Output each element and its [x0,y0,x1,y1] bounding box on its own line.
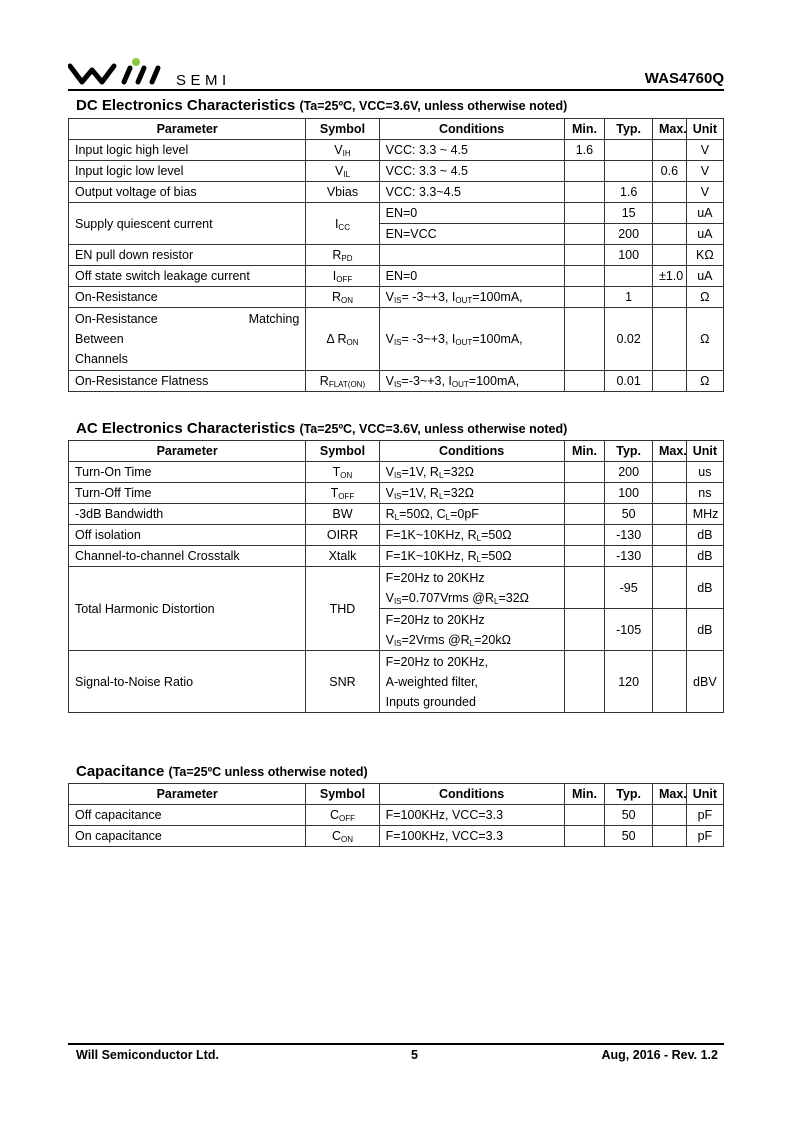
cond-cell: F=1K~10KHz, $R_L=50\Omega$ [379,546,564,567]
typ-cell: 100 [605,483,653,504]
header-unit: Unit [686,119,723,140]
min-cell [564,651,605,713]
min-cell [564,504,605,525]
unit-cell: dB [686,546,723,567]
min-cell [564,308,605,371]
min-cell [564,567,605,609]
table-row [69,140,724,161]
footer-page-number: 5 [411,1048,418,1062]
typ-cell: 50 [605,826,653,847]
symbol-cell: $T_{ON}$ [306,462,379,483]
cond-cell [379,245,564,266]
symbol-cell: $R_{FLAT(ON)}$ [306,371,379,392]
table-row [69,546,724,567]
param-cell: Total Harmonic Distortion [69,567,306,651]
min-cell [564,224,605,245]
dc-conditions: (Ta=25ºC, VCC=3.6V, unless otherwise noted) [299,99,568,113]
min-cell [564,371,605,392]
typ-cell [605,140,653,161]
param-cell: Input logic high level [69,140,306,161]
ac-title: AC Electronics Characteristics [76,420,296,437]
min-cell [564,287,605,308]
table-row [69,203,724,224]
cap-title: Capacitance [76,763,165,780]
param-cell: Input logic low level [69,161,306,182]
symbol-cell: $T_{OFF}$ [306,483,379,504]
symbol-cell: BW [306,504,379,525]
typ-cell: 50 [605,504,653,525]
typ-cell: -130 [605,546,653,567]
table-row [69,567,724,609]
typ-cell [605,161,653,182]
cond-cell: $R_L=50\Omega$, $C_L=0pF$ [379,504,564,525]
min-cell [564,161,605,182]
symbol-cell: $V_{IL}$ [306,161,379,182]
cond-cell: F=20Hz to 20KHz $V_{IS}=0.707Vrms$ $@R_L=32\Omega$ [379,567,564,609]
cond-cell: F=1K~10KHz, $R_L=50\Omega$ [379,525,564,546]
cap-conditions: (Ta=25ºC unless otherwise noted) [168,765,368,779]
typ-cell: 50 [605,805,653,826]
table-row [69,245,724,266]
cond-cell: F=100KHz, VCC=3.3 [379,826,564,847]
cond-cell: F=20Hz to 20KHz, A-weighted filter, Inputs grounded [379,651,564,713]
header-symbol: Symbol [306,441,379,462]
max-cell [652,203,686,224]
ac-table [68,440,724,713]
param-cell: Off capacitance [69,805,306,826]
unit-cell: pF [686,826,723,847]
max-cell: ±1.0 [652,266,686,287]
min-cell [564,462,605,483]
header-min: Min. [564,441,605,462]
min-cell [564,805,605,826]
max-cell [652,567,686,609]
max-cell [652,826,686,847]
header-typ: Typ. [605,784,653,805]
param-cell: On-Resistance Matching Between Channels [69,308,306,371]
typ-cell: 0.02 [605,308,653,371]
unit-cell: pF [686,805,723,826]
max-cell [652,609,686,651]
typ-cell: 100 [605,245,653,266]
unit-cell: V [686,182,723,203]
table-header-row [69,784,724,805]
logo-text: SEMI [176,72,231,89]
min-cell [564,826,605,847]
max-cell [652,224,686,245]
table-row [69,462,724,483]
cond-cell: EN=0 [379,203,564,224]
table-row [69,308,724,371]
document-number: WAS4760Q [644,70,724,87]
typ-cell: -95 [605,567,653,609]
table-row [69,651,724,713]
param-cell: On-Resistance [69,287,306,308]
header-symbol: Symbol [306,784,379,805]
max-cell [652,308,686,371]
header-unit: Unit [686,784,723,805]
symbol-cell: $C_{OFF}$ [306,805,379,826]
unit-cell: dBV [686,651,723,713]
unit-cell: V [686,140,723,161]
page-header [68,58,724,92]
typ-cell: -105 [605,609,653,651]
header-max: Max. [652,784,686,805]
table-row [69,371,724,392]
unit-cell: MHz [686,504,723,525]
header-parameter: Parameter [69,784,306,805]
symbol-cell: $I_{CC}$ [306,203,379,245]
symbol-cell: $C_{ON}$ [306,826,379,847]
cond-cell: EN=VCC [379,224,564,245]
max-cell [652,462,686,483]
table-row [69,805,724,826]
header-unit: Unit [686,441,723,462]
table-row [69,266,724,287]
table-row [69,182,724,203]
symbol-cell: OIRR [306,525,379,546]
max-cell [652,371,686,392]
cond-cell: EN=0 [379,266,564,287]
typ-cell: 200 [605,462,653,483]
header-parameter: Parameter [69,441,306,462]
ac-section-title [76,420,567,437]
header-rule [68,89,724,91]
max-cell [652,140,686,161]
min-cell: 1.6 [564,140,605,161]
max-cell [652,245,686,266]
param-cell: On capacitance [69,826,306,847]
param-cell: EN pull down resistor [69,245,306,266]
unit-cell: dB [686,567,723,609]
unit-cell: dB [686,609,723,651]
symbol-cell: $R_{ON}$ [306,287,379,308]
min-cell [564,182,605,203]
unit-cell: us [686,462,723,483]
max-cell [652,483,686,504]
param-cell: Turn-On Time [69,462,306,483]
footer-date-revision: Aug, 2016 - Rev. 1.2 [601,1048,718,1062]
cond-cell: F=20Hz to 20KHz $V_{IS}=2Vrms$ $@R_L=20k\Omega$ [379,609,564,651]
param-cell: Supply quiescent current [69,203,306,245]
table-row [69,483,724,504]
symbol-cell: $R_{PD}$ [306,245,379,266]
table-row [69,826,724,847]
table-header-row [69,441,724,462]
max-cell [652,805,686,826]
param-cell: Channel-to-channel Crosstalk [69,546,306,567]
param-cell: Signal-to-Noise Ratio [69,651,306,713]
min-cell [564,609,605,651]
header-typ: Typ. [605,441,653,462]
header-max: Max. [652,119,686,140]
unit-cell: KΩ [686,245,723,266]
typ-cell: 15 [605,203,653,224]
symbol-cell: $V_{IH}$ [306,140,379,161]
max-cell: 0.6 [652,161,686,182]
min-cell [564,245,605,266]
param-cell: Turn-Off Time [69,483,306,504]
header-conditions: Conditions [379,119,564,140]
header-max: Max. [652,441,686,462]
typ-cell: 1.6 [605,182,653,203]
header-min: Min. [564,784,605,805]
param-cell: On-Resistance Flatness [69,371,306,392]
ac-conditions: (Ta=25ºC, VCC=3.6V, unless otherwise noted) [299,422,568,436]
max-cell [652,182,686,203]
typ-cell: 1 [605,287,653,308]
table-row [69,525,724,546]
min-cell [564,483,605,504]
typ-cell [605,266,653,287]
table-header-row [69,119,724,140]
header-min: Min. [564,119,605,140]
max-cell [652,651,686,713]
typ-cell: 200 [605,224,653,245]
param-cell: -3dB Bandwidth [69,504,306,525]
dc-title: DC Electronics Characteristics [76,97,296,114]
unit-cell: uA [686,203,723,224]
cond-cell: $V_{IS}=-3\sim+3$, $I_{OUT}=100mA$, [379,371,564,392]
max-cell [652,525,686,546]
symbol-cell: Vbias [306,182,379,203]
table-row [69,287,724,308]
table-row [69,161,724,182]
table-row [69,504,724,525]
max-cell [652,504,686,525]
cond-cell: $V_{IS}=1V$, $R_L=32\Omega$ [379,483,564,504]
symbol-cell: Δ $R_{ON}$ [306,308,379,371]
footer-rule [68,1043,724,1045]
cond-cell: $V_{IS}=$ -3~+3, $I_{OUT}=100mA$, [379,287,564,308]
unit-cell: Ω [686,371,723,392]
unit-cell: ns [686,483,723,504]
typ-cell: -130 [605,525,653,546]
typ-cell: 120 [605,651,653,713]
header-conditions: Conditions [379,441,564,462]
param-cell: Off isolation [69,525,306,546]
cond-cell: F=100KHz, VCC=3.3 [379,805,564,826]
symbol-cell: SNR [306,651,379,713]
cond-cell: $V_{IS}=1V$, $R_L=32\Omega$ [379,462,564,483]
dc-section-title [76,97,567,114]
cap-section-title [76,763,368,780]
max-cell [652,287,686,308]
unit-cell: uA [686,224,723,245]
unit-cell: dB [686,525,723,546]
cap-table [68,783,724,847]
unit-cell: V [686,161,723,182]
typ-cell: 0.01 [605,371,653,392]
max-cell [652,546,686,567]
cond-cell: VCC: 3.3 ~ 4.5 [379,140,564,161]
min-cell [564,546,605,567]
min-cell [564,203,605,224]
unit-cell: Ω [686,287,723,308]
symbol-cell: Xtalk [306,546,379,567]
cond-cell: VCC: 3.3 ~ 4.5 [379,161,564,182]
symbol-cell: $I_{OFF}$ [306,266,379,287]
cond-cell: $V_{IS}=$ -3~+3, $I_{OUT}=100mA$, [379,308,564,371]
dc-table [68,118,724,392]
param-cell: Off state switch leakage current [69,266,306,287]
header-symbol: Symbol [306,119,379,140]
min-cell [564,525,605,546]
header-parameter: Parameter [69,119,306,140]
min-cell [564,266,605,287]
header-typ: Typ. [605,119,653,140]
param-cell: Output voltage of bias [69,182,306,203]
symbol-cell: THD [306,567,379,651]
unit-cell: Ω [686,308,723,371]
cond-cell: VCC: 3.3~4.5 [379,182,564,203]
unit-cell: uA [686,266,723,287]
header-conditions: Conditions [379,784,564,805]
footer-company: Will Semiconductor Ltd. [76,1048,219,1062]
